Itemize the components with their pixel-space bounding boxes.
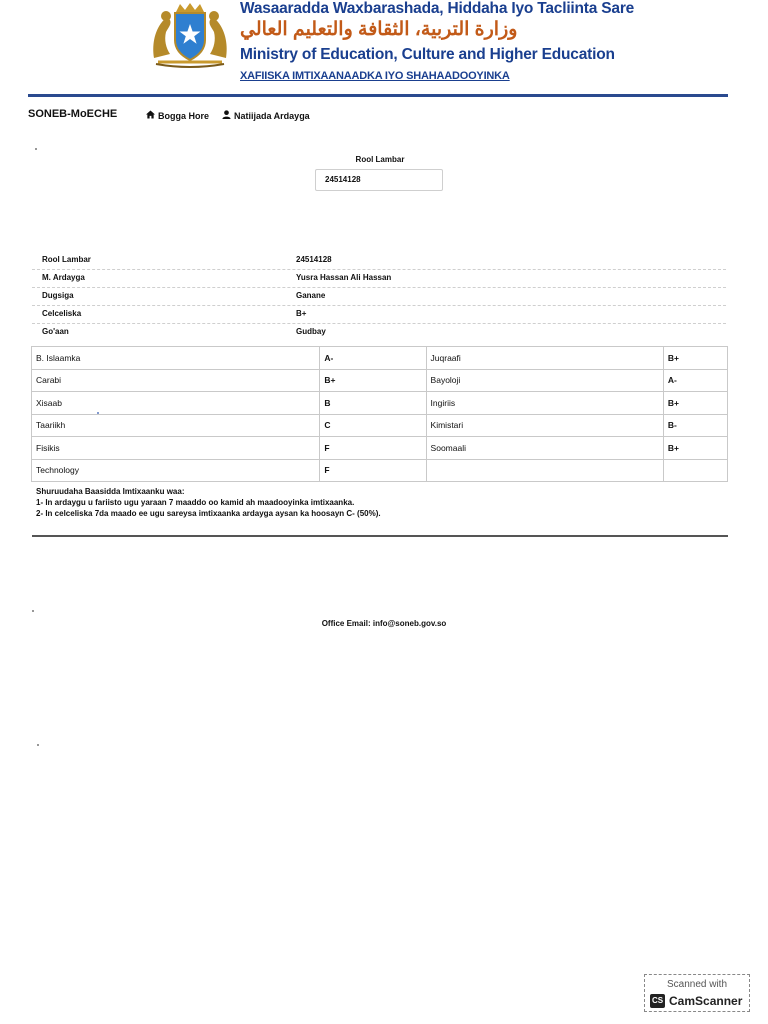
email-link[interactable]: info@soneb.gov.so <box>372 619 447 628</box>
nav-home-label: Bogga Hore <box>158 110 210 121</box>
grade-cell: B+ <box>320 369 426 392</box>
subject-cell: Xisaab <box>32 392 320 415</box>
subject-cell: Carabi <box>32 369 320 392</box>
table-row <box>32 392 728 415</box>
subject-cell: Kimistari <box>426 414 663 437</box>
subject-cell: Ingiriis <box>426 392 663 415</box>
nav-student-results-link[interactable] <box>222 110 310 121</box>
info-label: Dugsiga <box>42 291 74 300</box>
info-row-average <box>32 305 726 324</box>
watermark-name: CamScanner <box>669 994 743 1008</box>
info-value: Ganane <box>296 291 326 300</box>
subject-cell: Taariikh <box>32 414 320 437</box>
info-row-roll-number <box>32 251 726 270</box>
info-value: Gudbay <box>296 327 326 336</box>
pass-requirements <box>36 486 381 519</box>
somalia-coat-of-arms-logo <box>148 2 232 68</box>
scan-speck <box>35 148 37 150</box>
requirements-title: Shuruudaha Baasiddа Imtixaanku waa: <box>36 487 185 496</box>
info-row-school <box>32 287 726 306</box>
camscanner-watermark <box>644 974 750 1012</box>
ministry-name-english: Ministry of Education, Culture and Higher Education <box>240 46 615 63</box>
office-email <box>0 619 768 628</box>
info-row-student-name <box>32 269 726 288</box>
table-row <box>32 369 728 392</box>
info-label: Go'aan <box>42 327 69 336</box>
table-row <box>32 437 728 460</box>
grade-cell: A- <box>320 347 426 370</box>
nav-results-label: Natiijada Ardayga <box>234 110 310 121</box>
office-name: XAFIISKA IMTIXAANAADKA IYO SHAHAADOOYINKA <box>240 70 510 82</box>
subject-cell: Juqraafi <box>426 347 663 370</box>
home-icon <box>146 110 155 121</box>
ministry-name-arabic: وزارة التربية، الثقافة والتعليم العالي <box>240 19 518 40</box>
subject-cell <box>426 459 663 482</box>
roll-number-input[interactable] <box>315 169 443 191</box>
subject-cell: Fisikis <box>32 437 320 460</box>
info-value: 24514128 <box>296 255 332 264</box>
roll-number-label: Rool Lambar <box>355 155 405 164</box>
grade-cell: C <box>320 414 426 437</box>
ministry-name-somali: Wasaaradda Waxbarashada, Hiddaha Iyo Tacliinta Sare <box>240 0 635 17</box>
info-label: Rool Lambar <box>42 255 91 264</box>
grade-cell: B+ <box>663 347 727 370</box>
requirement-line-1: 1- In ardaygu u fariisto ugu yaraan 7 maaddo oo kamid ah maadooyinka imtixaanka. <box>36 498 355 507</box>
subject-cell: Bayoloji <box>426 369 663 392</box>
grade-cell: F <box>320 459 426 482</box>
email-label: Office Email: <box>321 619 371 628</box>
scan-speck <box>37 744 39 746</box>
grade-cell <box>663 459 727 482</box>
nav-home-link[interactable] <box>146 110 209 121</box>
subject-cell: Technology <box>32 459 320 482</box>
user-icon <box>222 110 231 121</box>
watermark-caption: Scanned with <box>666 979 728 990</box>
info-value: B+ <box>296 309 307 318</box>
grade-cell: B <box>320 392 426 415</box>
info-value: Yusra Hassan Ali Hassan <box>296 273 392 282</box>
grade-cell: B+ <box>663 437 727 460</box>
table-row <box>32 459 728 482</box>
info-label: Celceliska <box>42 309 82 318</box>
grade-cell: A- <box>663 369 727 392</box>
grade-cell: F <box>320 437 426 460</box>
grade-cell: B+ <box>663 392 727 415</box>
brand-link[interactable]: SONEB-MoECHE <box>28 108 118 120</box>
scan-speck <box>97 412 99 414</box>
header-divider <box>28 94 728 97</box>
grade-cell: B- <box>663 414 727 437</box>
content-divider <box>32 535 728 537</box>
table-row <box>32 414 728 437</box>
table-row <box>32 347 728 370</box>
info-row-decision <box>32 323 726 341</box>
subject-cell: B. Islaamka <box>32 347 320 370</box>
grades-table <box>31 346 728 482</box>
subject-cell: Soomaali <box>426 437 663 460</box>
camscanner-logo-icon: CS <box>650 994 665 1008</box>
info-label: M. Ardayga <box>42 273 85 282</box>
scan-speck <box>32 610 34 612</box>
requirement-line-2: 2- In celceliska 7da maado ee ugu sareysa imtixaanka ardayga aysan ka hoosayn C- (50%). <box>36 509 381 518</box>
